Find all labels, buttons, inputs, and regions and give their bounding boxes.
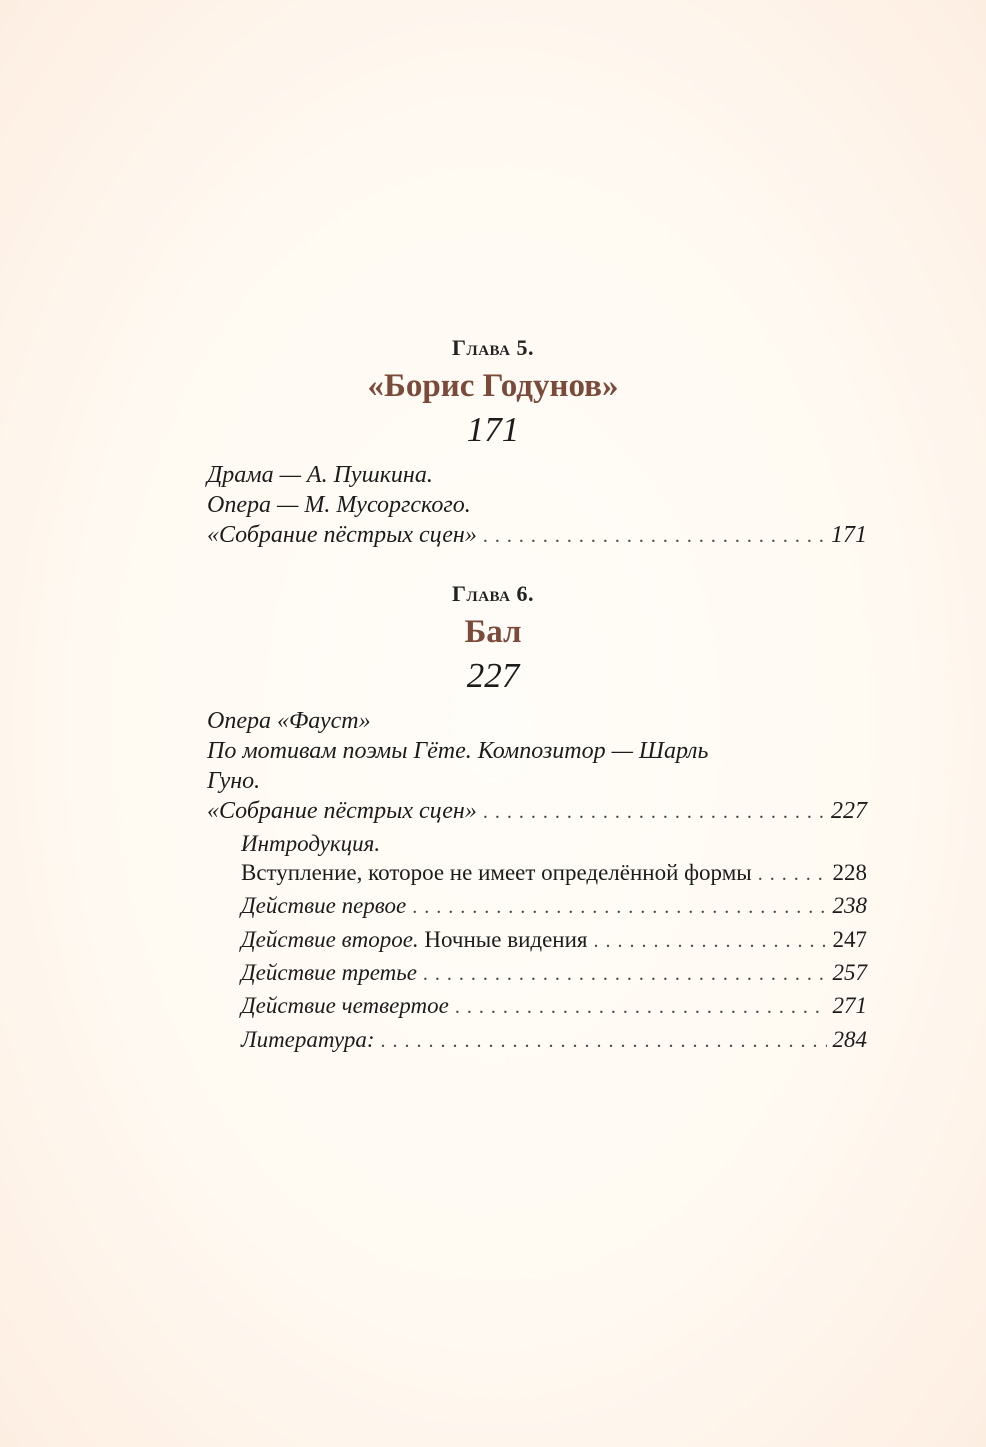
chapter-5-intro-line-1: Драма — А. Пушкина. [207, 462, 433, 488]
subentry-act-1[interactable] [241, 891, 867, 922]
chapter-6-intro-line-1: Опера «Фауст» [207, 708, 371, 734]
dot-leader [483, 797, 825, 827]
entry-page: 227 [831, 798, 867, 824]
subentry-page: 271 [832, 993, 867, 1018]
dot-leader [758, 859, 827, 889]
entry-title: «Собрание пёстрых сцен» [207, 522, 477, 548]
subentry-page: 238 [832, 893, 867, 918]
subentry-page: 228 [832, 860, 867, 885]
subentry-page: 257 [832, 960, 867, 985]
dot-leader [423, 959, 827, 989]
subentry-act-4[interactable] [241, 991, 867, 1022]
entry-title: «Собрание пёстрых сцен» [207, 798, 477, 824]
subentry-act-2[interactable] [241, 925, 867, 956]
subentry-page: 284 [832, 1027, 867, 1052]
subentry-italic: Действие третье [241, 960, 417, 985]
subentry-italic: Интродукция. [241, 831, 381, 856]
chapter-6-title: Бал [464, 614, 522, 650]
subentry-literature[interactable] [241, 1025, 867, 1056]
subentry-page: 247 [832, 927, 867, 952]
entry-page: 171 [831, 522, 867, 548]
subentry-act-3[interactable] [241, 958, 867, 989]
dot-leader [593, 926, 826, 956]
subentry-prelude[interactable] [241, 858, 867, 889]
chapter-5-intro-line-2: Опера — М. Мусоргского. [207, 492, 471, 518]
chapter-6-label: Глава 6. [452, 581, 534, 606]
chapter-6-page: 227 [466, 656, 520, 695]
chapter-6-intro-line-2: По мотивам поэмы Гёте. Композитор — Шарль [207, 738, 709, 764]
subentry-italic: Действие первое [241, 893, 407, 918]
chapter-6-intro-line-3: Гуно. [207, 768, 261, 794]
dot-leader [483, 521, 825, 551]
chapter-5-label: Глава 5. [452, 335, 534, 360]
subentry-introduction [241, 829, 867, 859]
subentry-italic: Действие второе. [241, 927, 419, 952]
dot-leader [412, 892, 826, 922]
chapter-5-entry[interactable] [207, 520, 867, 551]
chapter-6-entry[interactable] [207, 796, 867, 827]
chapter-5-page: 171 [466, 410, 520, 449]
chapter-5-title: «Борис Годунов» [367, 368, 619, 404]
dot-leader [381, 1026, 827, 1056]
subentry-italic: Действие четвертое [241, 993, 449, 1018]
dot-leader [455, 992, 827, 1022]
subentry-roman: Ночные видения [418, 927, 588, 952]
subentry-italic: Литература: [241, 1027, 375, 1052]
subentry-roman: Вступление, которое не имеет определённой формы [241, 860, 752, 885]
